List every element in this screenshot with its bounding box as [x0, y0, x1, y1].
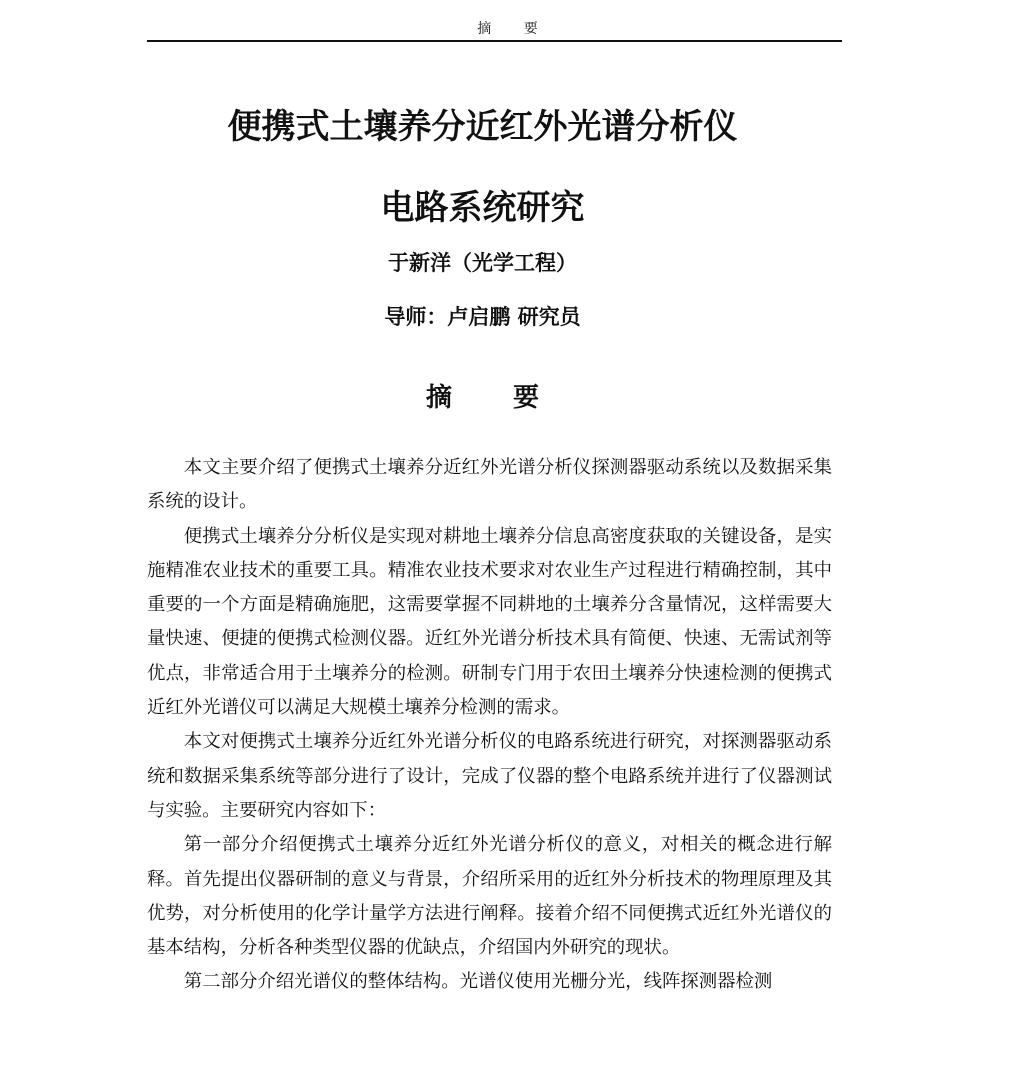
abstract-paragraph-4: 第一部分介绍便携式土壤养分近红外光谱分析仪的意义，对相关的概念进行解释。首先提出仪器研制的意义与背景，介绍所采用的近红外分析技术的物理原理及其优势，对分析使用的化学计量学方法进行阐释。接着介绍不同便携式近红外光谱仪的基本结构，分析各种类型仪器的优缺点，介绍国内外研究的现状。	[147, 834, 832, 959]
abstract-paragraph-3: 本文对便携式土壤养分近红外光谱分析仪的电路系统进行研究，对探测器驱动系统和数据采集系统等部分进行了设计，完成了仪器的整个电路系统并进行了仪器测试与实验。主要研究内容如下：	[147, 731, 832, 821]
title-line-1: 便携式土壤养分近红外光谱分析仪	[227, 107, 738, 147]
header-rule	[147, 40, 842, 42]
author: 于新洋（光学工程）	[388, 251, 577, 275]
advisor: 导师：卢启鹏 研究员	[384, 305, 581, 329]
abstract-paragraph-5: 第二部分介绍光谱仪的整体结构。光谱仪使用光栅分光，线阵探测器检测	[183, 971, 773, 993]
abstract-heading: 摘 要	[425, 383, 566, 413]
abstract-paragraph-2: 便携式土壤养分分析仪是实现对耕地土壤养分信息高密度获取的关键设备，是实施精准农业技术的重要工具。精准农业技术要求对农业生产过程进行精确控制，其中重要的一个方面是精确施肥，这需要掌握不同耕地的土壤养分含量情况，这样需要大量快速、便捷的便携式检测仪器。近红外光谱分析技术具有简便、快速、无需试剂等优点，非常适合用于土壤养分的检测。研制专门用于农田土壤养分快速检测的便携式近红外光谱仪可以满足大规模土壤养分检测的需求。	[147, 525, 832, 719]
running-header: 摘 要	[477, 21, 552, 37]
abstract-paragraph-1: 本文主要介绍了便携式土壤养分近红外光谱分析仪探测器驱动系统以及数据采集系统的设计。	[147, 457, 832, 513]
abstract-body	[147, 451, 832, 1000]
title-line-2: 电路系统研究	[380, 188, 585, 228]
